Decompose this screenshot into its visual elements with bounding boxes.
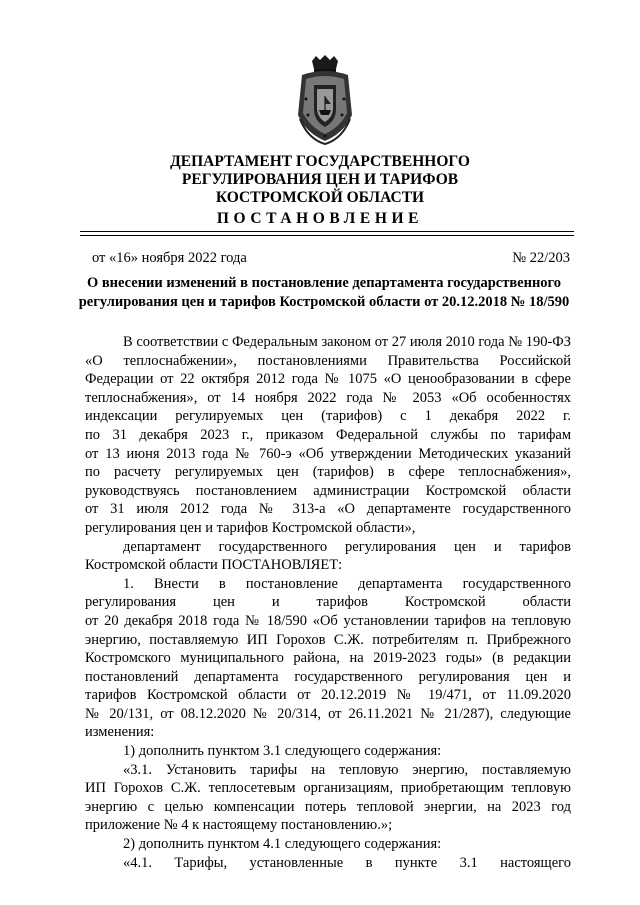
body-text-line: теплоснабжения», от 14 ноября 2022 года № 2053 «Об особенностях <box>85 389 571 406</box>
org-line: ДЕПАРТАМЕНТ ГОСУДАРСТВЕННОГО <box>170 153 470 170</box>
body-text-line: 2) дополнить пунктом 4.1 следующего содержания: <box>123 836 442 853</box>
body-text-line: Федерации от 22 октября 2012 года № 1075 «О ценообразовании в сфере <box>85 371 571 388</box>
body-text-line: руководствуясь постановлением администрации Костромской области <box>85 482 571 499</box>
document-subject <box>70 274 578 312</box>
body-text-line: Костромского муниципального района, на 2019-2023 годы» (в редакции <box>85 650 571 667</box>
body-text-line: «О теплоснабжении», постановлениями Правительства Российской <box>85 352 571 369</box>
body-text-line: 1. Внести в постановление департамента государственного <box>123 575 571 592</box>
body-text-line: энергию с целью компенсации потерь тепловой энергии, на 2023 год <box>85 798 571 815</box>
document-type-title: ПОСТАНОВЛЕНИЕ <box>216 210 424 227</box>
body-text-line: ИП Горохов С.Ж. теплосетевым организациям, приобретающим тепловую <box>85 780 571 797</box>
body-text-line: по 31 декабря 2023 г., приказом Федеральной службы по тарифам <box>85 426 571 443</box>
subject-line: регулирования цен и тарифов Костромской области от 20.12.2018 № 18/590 <box>78 294 570 310</box>
organization-name <box>0 153 640 207</box>
title-divider-line <box>80 231 574 232</box>
body-text-line: «3.1. Установить тарифы на тепловую энергию, поставляемую <box>123 761 571 778</box>
body-text-line: 1) дополнить пунктом 3.1 следующего содержания: <box>123 743 442 760</box>
body-text-line: постановлений департамента государственного регулирования цен и <box>85 668 571 685</box>
body-text-line: тарифов Костромской области от 20.12.2019 № 19/471, от 11.09.2020 <box>85 687 571 704</box>
body-text-line: от 13 июня 2013 года № 760-э «Об утверждении Методических указаний <box>85 445 571 462</box>
document-date: от «16» ноября 2022 года <box>92 250 247 266</box>
body-text-line: изменения: <box>85 724 155 741</box>
body-text-line: от 31 июля 2012 года № 313-а «О департаменте государственного <box>85 501 571 518</box>
body-text-line: энергию, поставляемую ИП Горохов С.Ж. потребителям п. Прибрежного <box>85 631 571 648</box>
body-text-line: приложение № 4 к настоящему постановлению.»; <box>85 817 393 834</box>
coat-of-arms-emblem <box>294 55 356 145</box>
body-text-line: регулирования цен и тарифов Костромской области», <box>85 519 416 536</box>
org-line: КОСТРОМСКОЙ ОБЛАСТИ <box>215 189 425 206</box>
subject-line: О внесении изменений в постановление департамента государственного <box>86 275 562 291</box>
body-text-line: департамент государственного регулирования цен и тарифов <box>123 538 571 555</box>
document-number: № 22/203 <box>512 250 570 266</box>
body-text-line: Костромской области ПОСТАНОВЛЯЕТ: <box>85 557 343 574</box>
document-body <box>85 333 571 872</box>
body-text-line: регулирования цен и тарифов Костромской области <box>85 594 571 611</box>
body-text-line: «4.1. Тарифы, установленные в пункте 3.1 настоящего <box>123 854 571 871</box>
date-number-line <box>92 249 570 267</box>
body-text-line: от 20 декабря 2018 года № 18/590 «Об установлении тарифов на тепловую <box>85 612 571 629</box>
org-line: РЕГУЛИРОВАНИЯ ЦЕН И ТАРИФОВ <box>181 171 459 188</box>
body-text-line: индексации регулируемых цен (тарифов) с 1 декабря 2022 г. <box>85 408 571 425</box>
body-text-line: № 20/131, от 08.12.2020 № 20/314, от 26.11.2021 № 21/287), следующие <box>85 705 571 722</box>
body-text-line: по расчету регулируемых цен (тарифов) в сфере теплоснабжения», <box>85 464 571 481</box>
title-divider-line <box>80 235 574 236</box>
body-text-line: В соответствии с Федеральным законом от 27 июля 2010 года № 190-ФЗ <box>123 334 571 350</box>
